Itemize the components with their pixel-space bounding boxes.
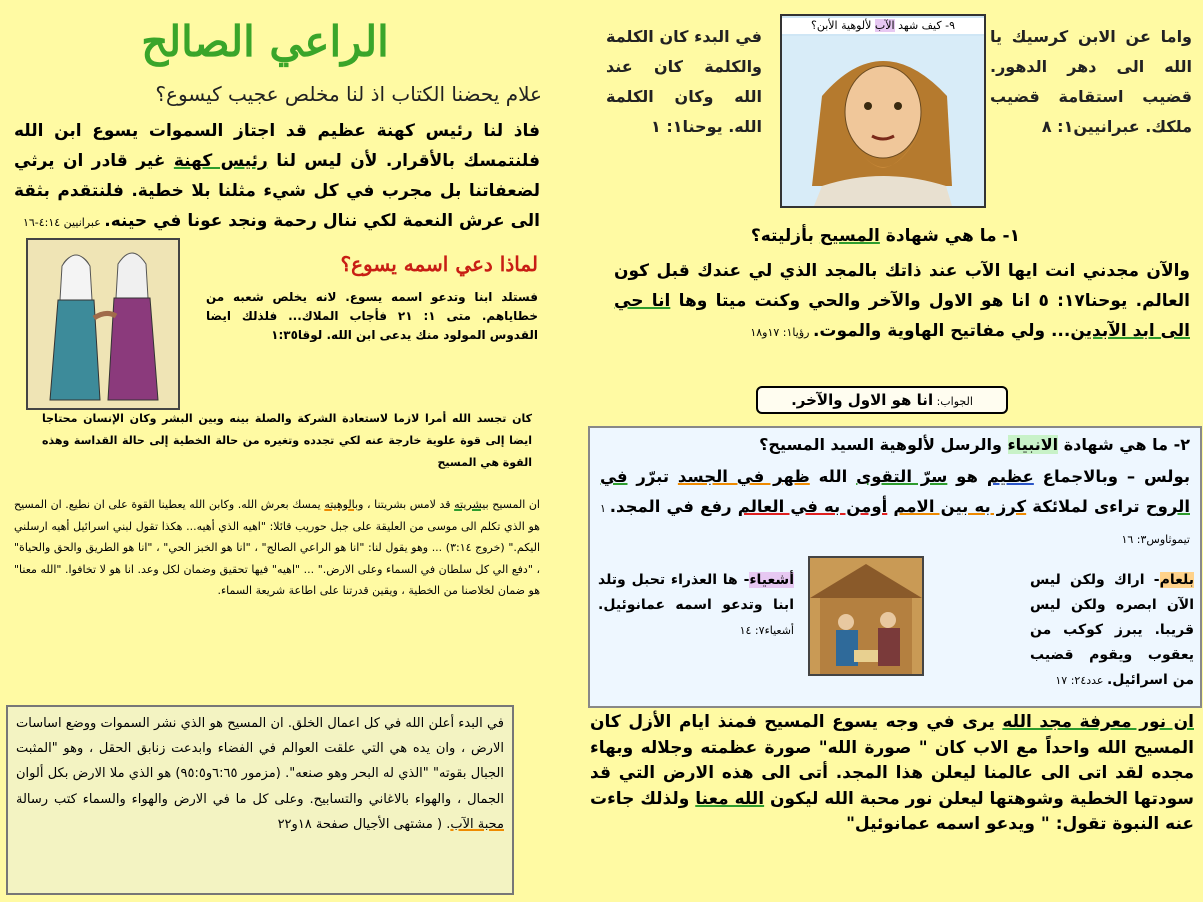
prophets-box bbox=[588, 426, 1202, 708]
incarnation-paragraph: كان تجسد الله أمرا لازما لاستعادة الشركة والصلة بينه وبين البشر وكان الإنسان محتاجا ايضا إلى قوة علوية خارجة عنه لكي تجدده وتغيره من حالة الخطية إلى حالة القداسة وهذه القوة هي المسيح bbox=[42, 412, 532, 469]
creation-box bbox=[6, 705, 514, 895]
christ-paragraph: ان المسيح بيشريته قد لامس بشريتنا ، وبالوهيته يمسك بعرش الله. وكابن الله يعطينا القوة على ان نطيع. ان المسيح هو الذي تكلم الى موسى من العليقة على جبل حوريب قائلا: "اهيه الذي أهيه... هكذا تقول لبني اسرائيل أهيه ارسلني اليكم." (خروج ٣:١٤) ... وهو يقول لنا: "انا هو الراعي الصالح" ، "انا هو الخبز الحي" ، "انا هو الطريق والحق والحياة" ، "دفع الي كل سلطان في السماء وعلى الارض." ... "اهيه" فيها تحقيق وضمان لكل وعد. انا هو لا تخافوا. "الله معنا" هو ضمان لخلاصنا من الخطية ، ويقين قدرتنا على اطاعة شريعة السماء. bbox=[14, 498, 541, 597]
question-1: ١- ما هي شهادة المسيح بأزليته؟ bbox=[750, 226, 1020, 246]
bottom-paragraph: ان نور معرفة مجد الله يرى في وجه يسوع المسيح فمنذ ايام الأزل كان المسيح الله واحداً مع الاب كان " صورة الله" صورة عظمته وجلاله وبهاء مجده لقد اتى الى عالمنا ليعلن هذا المجد. أتى الى هذه الارض التي قد سودتها الخطية وشوهتها ليعلن نور محبة الله ليكون الله معنا ولذلك جاءت عنه النبوة تقول: " ويدعو اسمه عمانوئيل" bbox=[590, 712, 1194, 834]
question-2: ٢- ما هي شهادة الانبياء والرسل لألوهية السيد المسيح؟ bbox=[759, 435, 1190, 454]
balaam-prophecy: بلعام- اراك ولكن ليس الآن ابصره ولكن ليس قريبا. يبرز كوكب من يعقوب ويقوم قضيب من اسرائيل. عدد٢٤: ١٧ bbox=[1030, 572, 1194, 688]
answer-1-box: الجواب: انا هو الاول والآخر. bbox=[756, 386, 1008, 414]
answer-1-text: والآن مجدني انت ايها الآب عند ذاتك بالمجد الذي لي عندك قبل كون العالم. يوحنا١٧: ٥ انا هو الاول والآخر والحي وكنت ميتا وها انا حي الى ابد الآبدين... ولي مفاتيح الهاوية والموت. رؤيا١: ١٧و١٨ bbox=[614, 261, 1190, 341]
why-jesus-heading: لماذا دعي اسمه يسوع؟ bbox=[340, 252, 538, 276]
highlight-high-priest: رئيس كهنة bbox=[173, 151, 268, 171]
isaiah-prophecy: أشعياء- ها العذراء تحبل وتلد ابنا وتدعو اسمه عمانوئيل. أشعياء٧: ١٤ bbox=[598, 572, 794, 637]
paul-verse: بولس – وبالاجماع عظيم هو سرّ التقوى الله ظهر في الجسد تبرّر في الروح تراءى لملائكة كرز به بين الامم أومن به في العالم رفع في المجد. ١ تيموثاوس٣: ١٦ bbox=[600, 467, 1191, 546]
jesus-portrait bbox=[780, 14, 986, 208]
intro-paragraph: فاذ لنا رئيس كهنة عظيم قد اجتاز السموات يسوع ابن الله فلنتمسك بالأقرار. لأن ليس لنا رئيس كهنة غير قادر ان يرثي لضعفاتنا بل مجرب في كل شيء مثلنا بلا خطية. فلنتقدم بثقة الى عرش النعمة لكي ننال رحمة ونجد عونا في حينه. عبرانيين ٤:١٤-١٦ bbox=[14, 121, 540, 231]
throne-verse: واما عن الابن كرسيك يا الله الى دهر الدهور. قضيب استقامة قضيب ملكك. عبرانيين١: ٨ bbox=[990, 27, 1192, 136]
portrait-caption: ٩- كيف شهد الآب لألوهية الأبن؟ bbox=[782, 18, 984, 34]
annunciation-image bbox=[26, 238, 180, 410]
creation-text: في البدء أعلن الله في كل اعمال الخلق. ان المسيح هو الذي نشر السموات ووضع اساسات الارض ، وان يده هي التي علقت العوالم في الفضاء وابدعت زنابق الحقل ، وهو "المثبت الجبال بقوته" "الذي له البحر وهو صنعه". (مزمور ٦:٦٥و٩٥:٥) هو الذي ملا الارض بكل ألوان الجمال ، والهواء بالاغاني والتسابيح. وعلى كل ما في الارض والهواء والسماء كتب رسالة محبة الآب. ( مشتهى الأجيال صفحة ١٨و٢٢ bbox=[16, 716, 505, 832]
subtitle: علام يحضنا الكتاب اذ لنا مخلص عجيب كيسوع؟ bbox=[155, 82, 542, 106]
nativity-image bbox=[808, 556, 924, 676]
why-jesus-text: فستلد ابنا وتدعو اسمه يسوع. لانه يخلص شعبه من خطاياهم. متى ١: ٢١ فأجاب الملاك... فلذلك ايضا القدوس المولود منك يدعى ابن الله. لوقا١:٣٥ bbox=[206, 290, 539, 342]
beginning-verse: في البدء كان الكلمة والكلمة كان عند الله وكان الكلمة الله. يوحنا١: ١ bbox=[606, 27, 762, 136]
page-title: الراعي الصالح bbox=[141, 17, 389, 66]
